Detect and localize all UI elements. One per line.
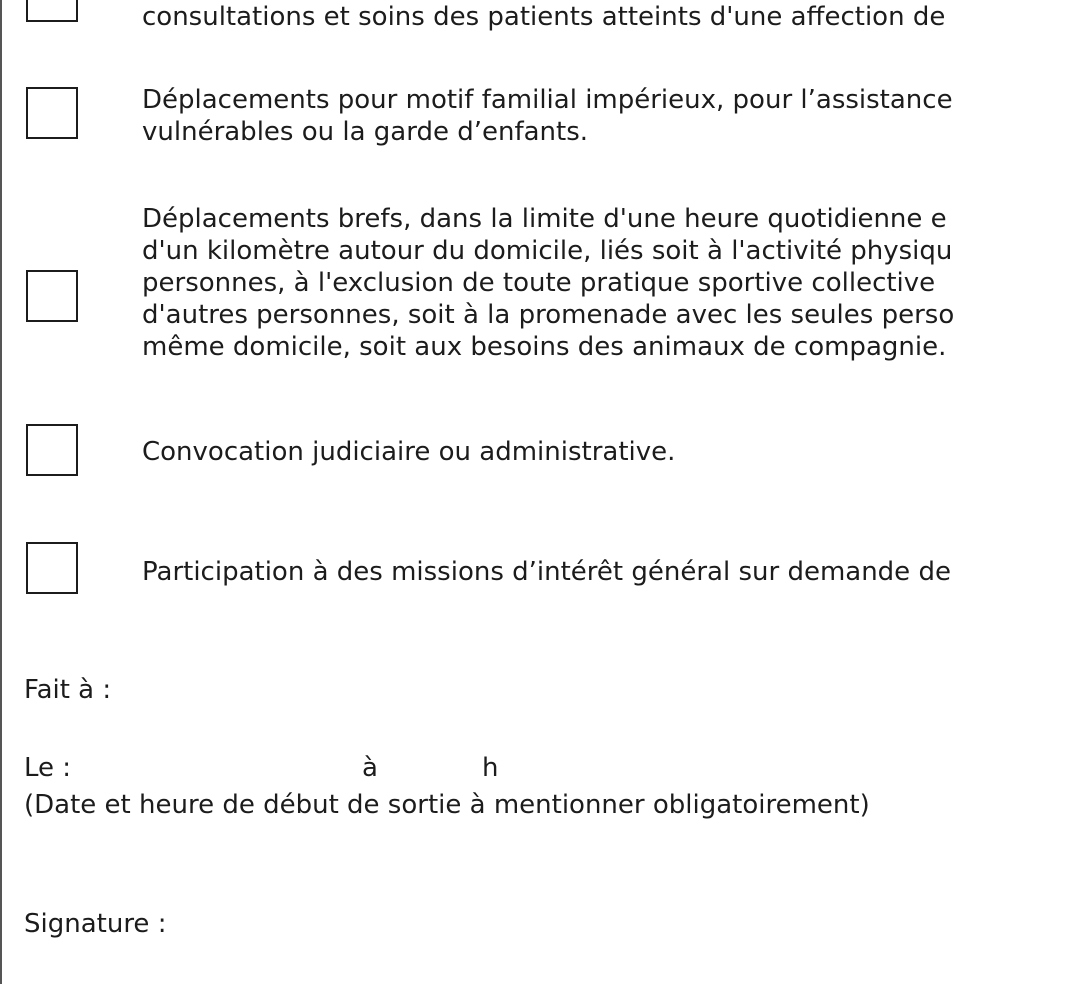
item-line: même domicile, soit aux besoins des animaux de compagnie. [142, 332, 947, 362]
checkbox-missions-interet-general[interactable] [26, 542, 78, 594]
checkbox-affection[interactable] [26, 0, 78, 22]
checkbox-motif-familial[interactable] [26, 87, 78, 139]
fait-a-label: Fait à : [24, 675, 112, 705]
item-text-affection [142, 1, 945, 33]
date-note: (Date et heure de début de sortie à mentionner obligatoirement) [24, 790, 870, 820]
date-label: Le : [24, 753, 72, 783]
item-line: consultations et soins des patients atteints d'une affection de [142, 2, 946, 32]
checkbox-convocation[interactable] [26, 424, 78, 476]
hour-separator-label: à [362, 753, 378, 783]
fait-a-field[interactable] [24, 674, 111, 706]
item-line: Convocation judiciaire ou administrative. [142, 437, 676, 467]
signature-label: Signature : [24, 909, 167, 939]
item-line: Déplacements pour motif familial impérieux, pour l’assistance [142, 85, 953, 115]
hour-unit-label: h [482, 753, 499, 783]
item-line: Participation à des missions d’intérêt général sur demande de [142, 557, 951, 587]
item-text-convocation [142, 436, 675, 468]
item-text-deplacements-brefs [142, 203, 954, 363]
date-field[interactable] [24, 752, 71, 784]
signature-field[interactable] [24, 908, 166, 940]
item-text-motif-familial [142, 84, 953, 148]
checkbox-deplacements-brefs[interactable] [26, 270, 78, 322]
item-line: d'autres personnes, soit à la promenade avec les seules perso [142, 300, 955, 330]
item-line: vulnérables ou la garde d’enfants. [142, 117, 589, 147]
item-line: Déplacements brefs, dans la limite d'une heure quotidienne e [142, 204, 947, 234]
item-text-missions-interet-general [142, 556, 951, 588]
item-line: personnes, à l'exclusion de toute pratique sportive collective [142, 268, 936, 298]
item-line: d'un kilomètre autour du domicile, liés soit à l'activité physiqu [142, 236, 953, 266]
